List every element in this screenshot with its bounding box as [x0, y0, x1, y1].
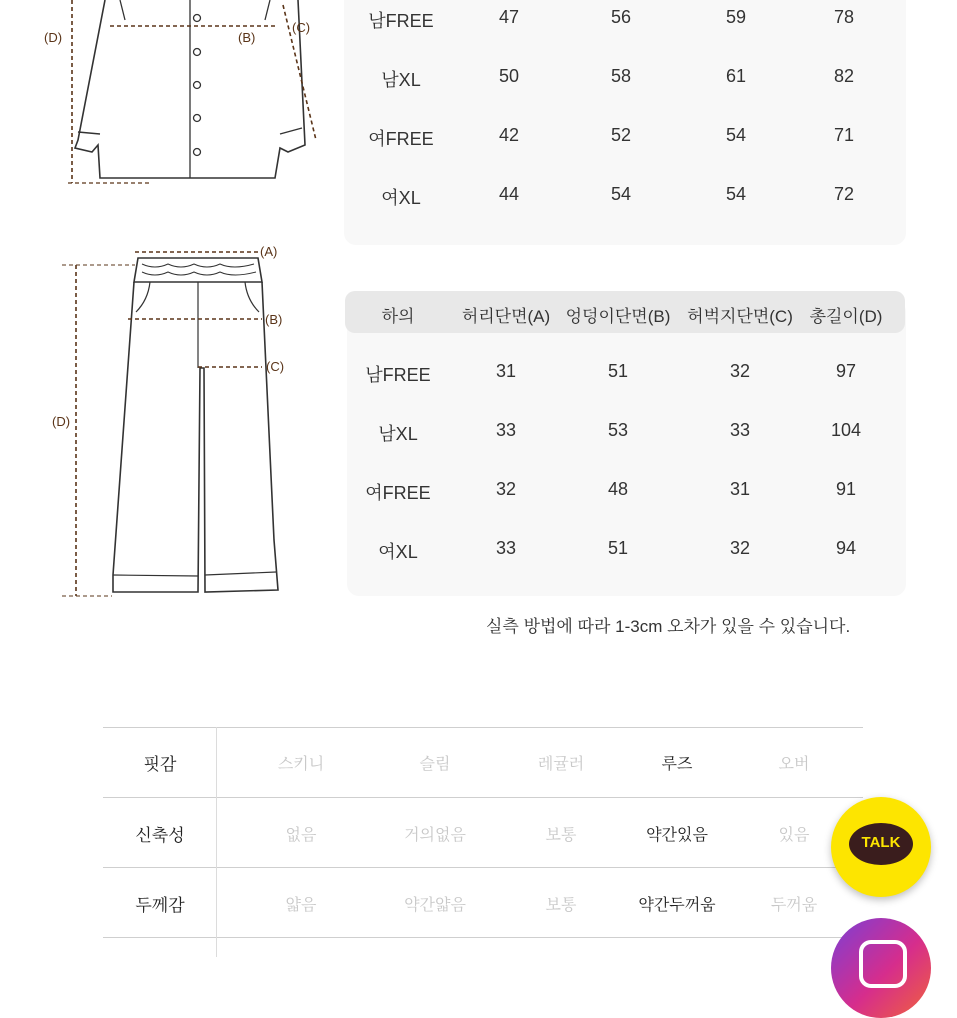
dim-label-a: (A) — [260, 244, 278, 259]
option-selected: 루즈 — [661, 754, 693, 773]
option: 없음 — [285, 825, 317, 844]
divider — [103, 797, 863, 798]
option-selected: 약간두꺼움 — [638, 895, 716, 914]
kakao-talk-button[interactable] — [831, 797, 931, 897]
option: 스키니 — [277, 754, 325, 773]
dim-label-d: (D) — [52, 414, 71, 429]
instagram-icon — [859, 940, 907, 988]
dim-label-b: (B) — [238, 30, 256, 45]
header-cell: 허벅지단면(C) — [687, 307, 793, 326]
dim-label-c: (C) — [292, 20, 311, 35]
measurement-note: 실측 방법에 따라 1-3cm 오차가 있을 수 있습니다. — [486, 617, 851, 636]
button-dot — [194, 49, 201, 56]
instagram-button[interactable] — [831, 918, 931, 1018]
option: 보통 — [545, 825, 577, 844]
header-cell: 하의 — [381, 307, 415, 326]
divider — [216, 727, 217, 957]
option: 약간얇음 — [404, 895, 466, 914]
header-cell: 총길이(D) — [809, 307, 883, 326]
option: 있음 — [778, 825, 810, 844]
option: 거의없음 — [404, 825, 466, 844]
option: 오버 — [778, 754, 810, 773]
option: 레귤러 — [537, 754, 585, 773]
divider — [103, 867, 863, 868]
divider — [103, 727, 863, 728]
option: 슬림 — [419, 754, 451, 773]
option: 얇음 — [285, 895, 317, 914]
dim-label-d: (D) — [44, 30, 63, 45]
header-cell: 허리단면(A) — [461, 307, 551, 326]
dim-label-c: (C) — [266, 359, 285, 374]
dim-label-b: (B) — [265, 312, 283, 327]
option: 보통 — [545, 895, 577, 914]
kakao-talk-label: TALK — [861, 834, 901, 851]
divider — [103, 937, 863, 938]
header-cell: 엉덩이단면(B) — [565, 307, 671, 326]
option: 두꺼움 — [770, 895, 818, 914]
option-selected: 약간있음 — [646, 825, 708, 844]
